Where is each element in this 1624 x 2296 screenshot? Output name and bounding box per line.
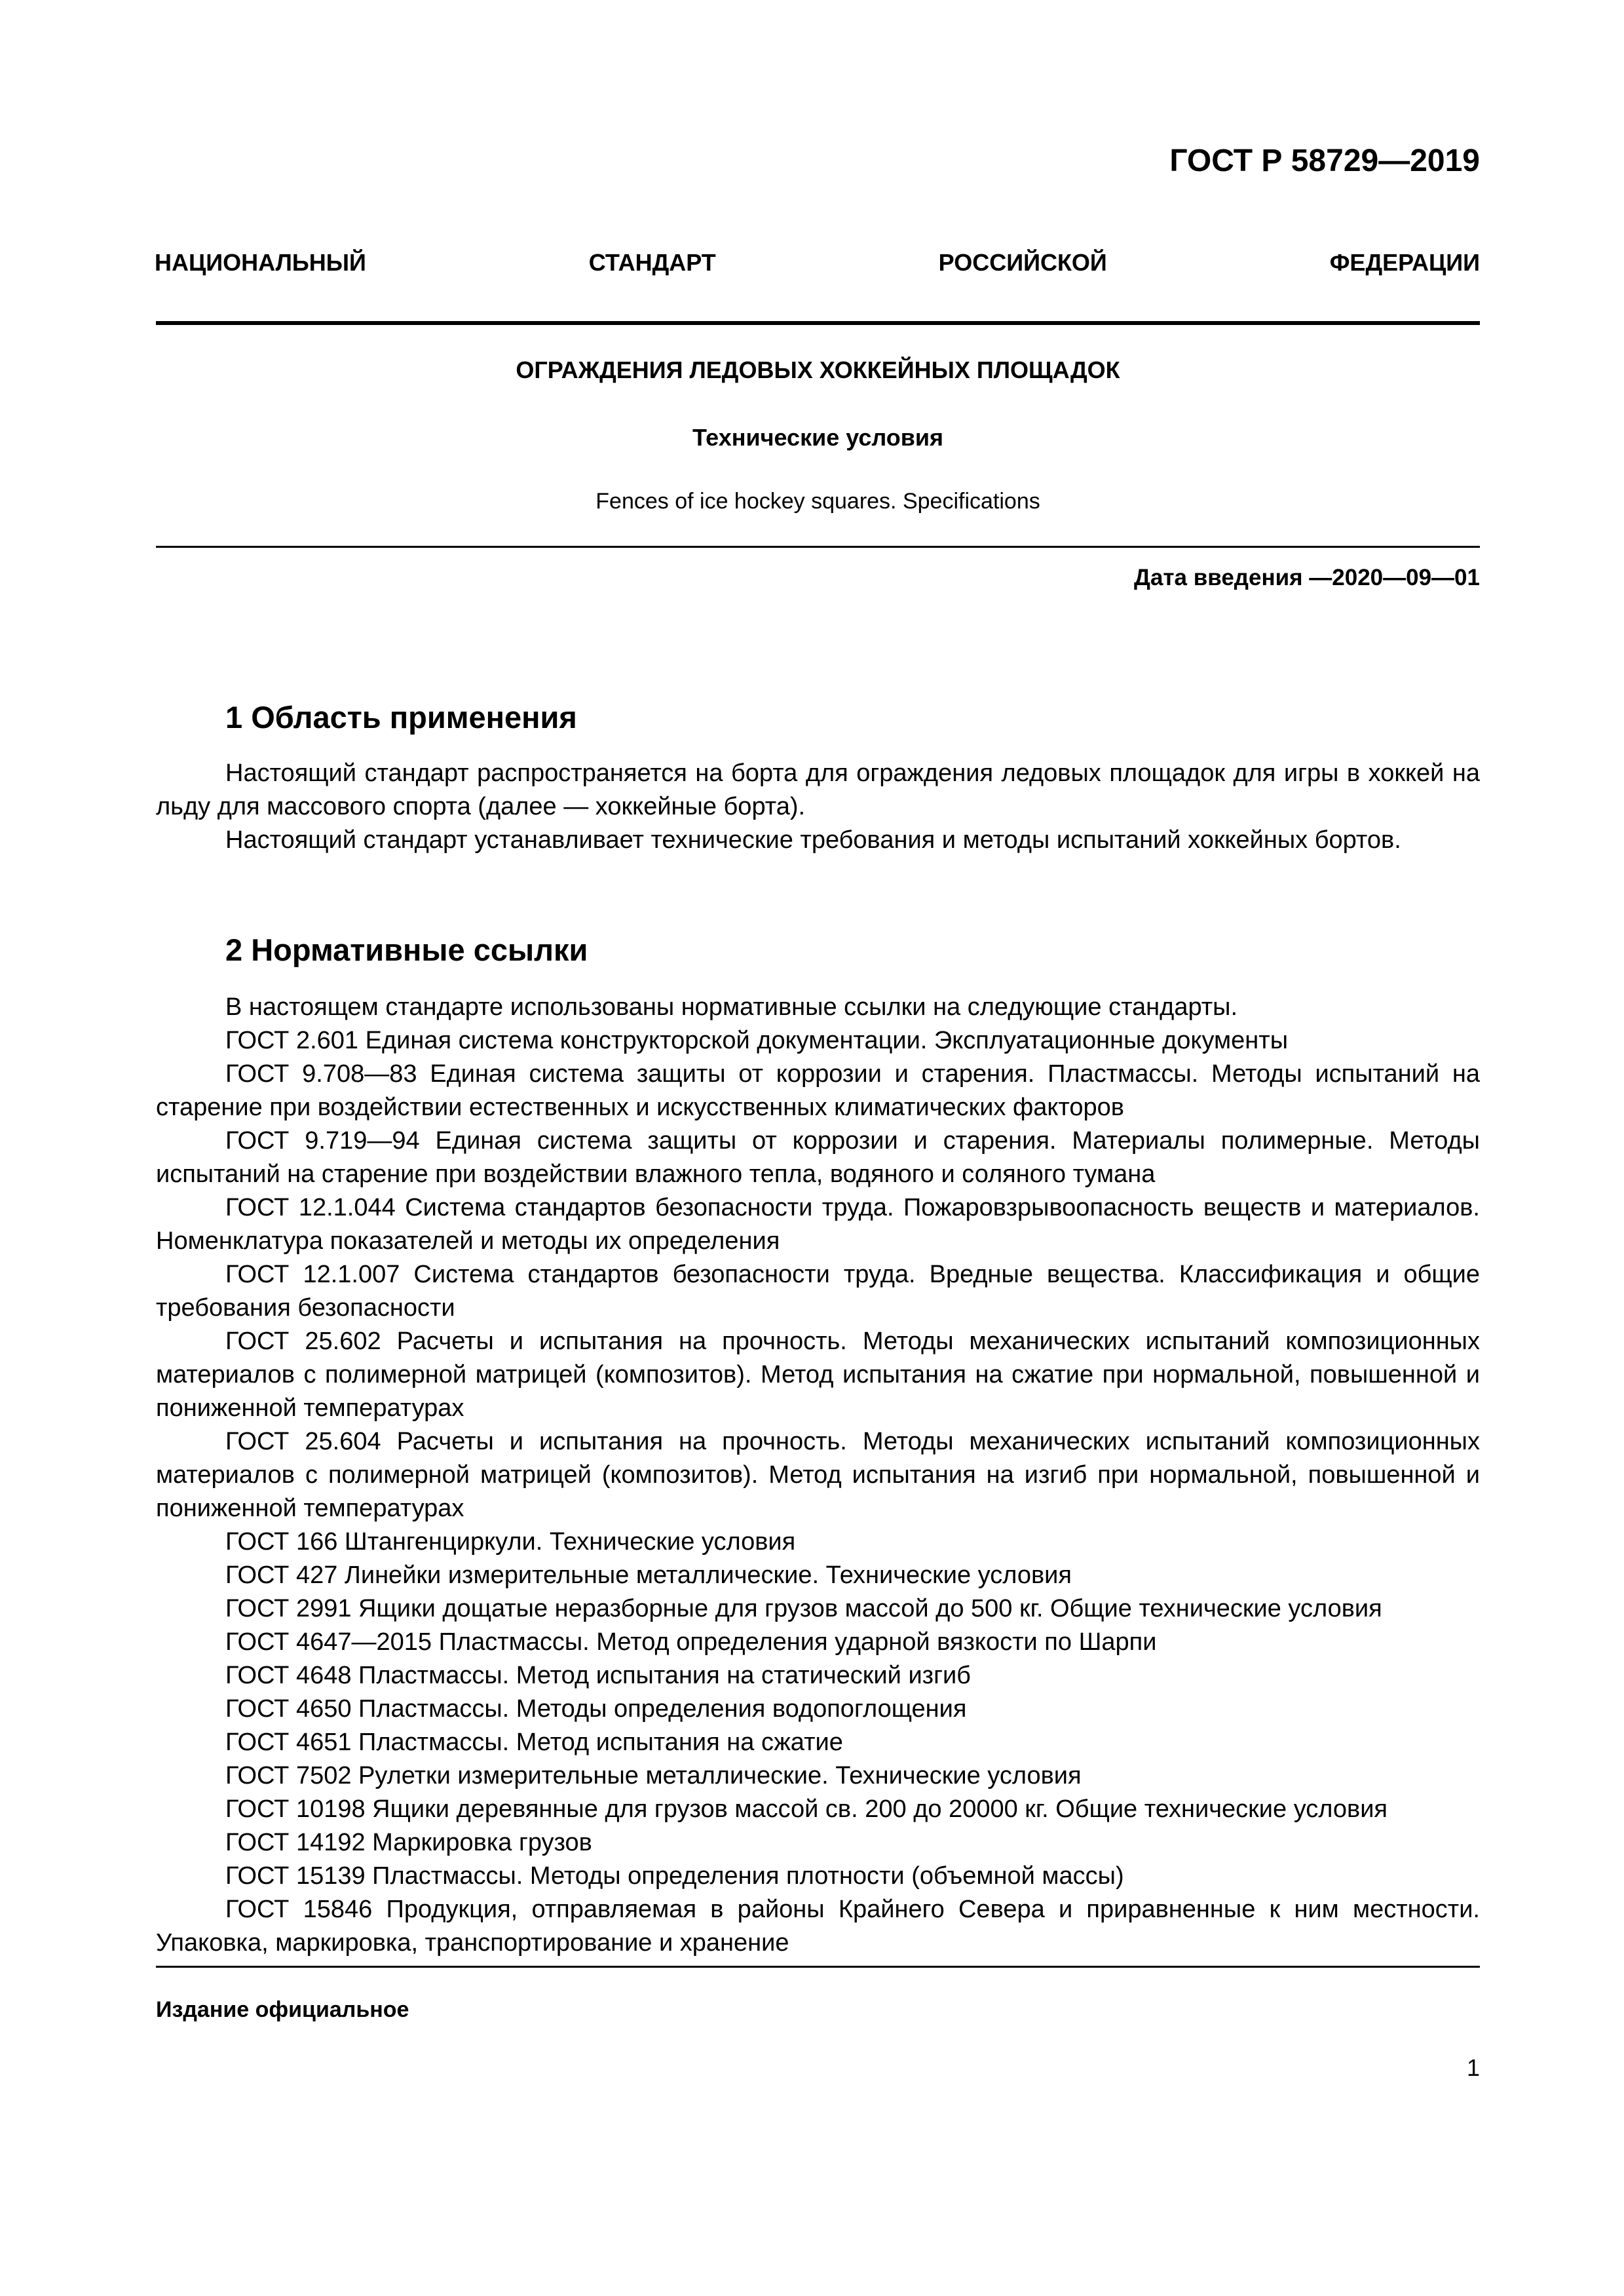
reference-item: ГОСТ 15846 Продукция, отправляемая в районы Крайнего Севера и приравненные к ним местности. Упаковка, маркировка, транспортирование и хранение bbox=[156, 1896, 1480, 1957]
reference-item: ГОСТ 2991 Ящики дощатые неразборные для грузов массой до 500 кг. Общие технические условия bbox=[225, 1595, 1382, 1622]
reference-item: ГОСТ 427 Линейки измерительные металлические. Технические условия bbox=[225, 1561, 1072, 1589]
section-1-paragraph: Настоящий стандарт устанавливает технические требования и методы испытаний хоккейных бортов. bbox=[225, 826, 1401, 854]
section-1-paragraph: Настоящий стандарт распространяется на борта для ограждения ледовых площадок для игры в хоккей на льду для массового спорта (далее — хоккейные борта). bbox=[156, 759, 1480, 820]
reference-item: ГОСТ 166 Штангенциркули. Технические условия bbox=[225, 1528, 796, 1556]
title-rule bbox=[156, 546, 1480, 548]
reference-item: ГОСТ 4651 Пластмассы. Метод испытания на сжатие bbox=[225, 1729, 843, 1756]
reference-item: ГОСТ 9.719—94 Единая система защиты от коррозии и старения. Материалы полимерные. Методы испытаний на старение при воздействии влажного тепла, водяного и соляного тумана bbox=[156, 1127, 1480, 1188]
reference-item: ГОСТ 2.601 Единая система конструкторской документации. Эксплуатационные документы bbox=[225, 1027, 1289, 1054]
reference-item: ГОСТ 7502 Рулетки измерительные металлические. Технические условия bbox=[225, 1762, 1082, 1789]
reference-item: ГОСТ 12.1.007 Система стандартов безопасности труда. Вредные вещества. Классификация и общие требования безопасности bbox=[156, 1261, 1480, 1322]
official-edition-label: Издание официальное bbox=[156, 1997, 409, 2022]
page-number: 1 bbox=[1466, 2054, 1480, 2081]
reference-item: ГОСТ 25.604 Расчеты и испытания на прочность. Методы механических испытаний композиционных материалов с полимерной матрицей (композитов). Метод испытания на изгиб при нормальной, повышенной и пониженной температурах bbox=[156, 1428, 1480, 1522]
reference-item: ГОСТ 25.602 Расчеты и испытания на прочность. Методы механических испытаний композиционных материалов с полимерной матрицей (композитов). Метод испытания на сжатие при нормальной, повышенной и пониженной температурах bbox=[156, 1328, 1480, 1422]
reference-item: ГОСТ 14192 Маркировка грузов bbox=[225, 1829, 592, 1856]
reference-item: ГОСТ 4647—2015 Пластмассы. Метод определения ударной вязкости по Шарпи bbox=[225, 1628, 1157, 1656]
document-title-english: Fences of ice hockey squares. Specifications bbox=[595, 489, 1040, 514]
reference-item: ГОСТ 4648 Пластмассы. Метод испытания на статический изгиб bbox=[225, 1662, 971, 1689]
document-title: ОГРАЖДЕНИЯ ЛЕДОВЫХ ХОККЕЙНЫХ ПЛОЩАДОК bbox=[516, 356, 1120, 383]
section-1-heading: 1 Область применения bbox=[225, 700, 577, 735]
introduction-date: Дата введения —2020—09—01 bbox=[1134, 565, 1480, 590]
section-2-heading: 2 Нормативные ссылки bbox=[225, 932, 588, 967]
header-rule bbox=[156, 321, 1480, 325]
reference-item: ГОСТ 9.708—83 Единая система защиты от коррозии и старения. Пластмассы. Методы испытаний на старение при воздействии естественных и искусственных климатических факторов bbox=[156, 1060, 1480, 1121]
standard-designation: ГОСТ Р 58729—2019 bbox=[1169, 144, 1480, 178]
national-standard-banner: НАЦИОНАЛЬНЫЙ СТАНДАРТ РОССИЙСКОЙ ФЕДЕРАЦИИ bbox=[155, 249, 1480, 276]
reference-item: ГОСТ 10198 Ящики деревянные для грузов массой св. 200 до 20000 кг. Общие технические условия bbox=[225, 1795, 1388, 1823]
section-1-body bbox=[156, 757, 1480, 857]
reference-intro: В настоящем стандарте использованы нормативные ссылки на следующие стандарты. bbox=[225, 993, 1238, 1021]
reference-item: ГОСТ 12.1.044 Система стандартов безопасности труда. Пожаровзрывоопасность веществ и материалов. Номенклатура показателей и методы их определения bbox=[156, 1194, 1480, 1255]
footer-rule bbox=[156, 1966, 1480, 1968]
reference-item: ГОСТ 15139 Пластмассы. Методы определения плотности (объемной массы) bbox=[225, 1862, 1124, 1890]
reference-item: ГОСТ 4650 Пластмассы. Методы определения водопоглощения bbox=[225, 1695, 967, 1723]
section-2-body bbox=[156, 991, 1480, 1960]
document-subtitle: Технические условия bbox=[692, 424, 944, 451]
